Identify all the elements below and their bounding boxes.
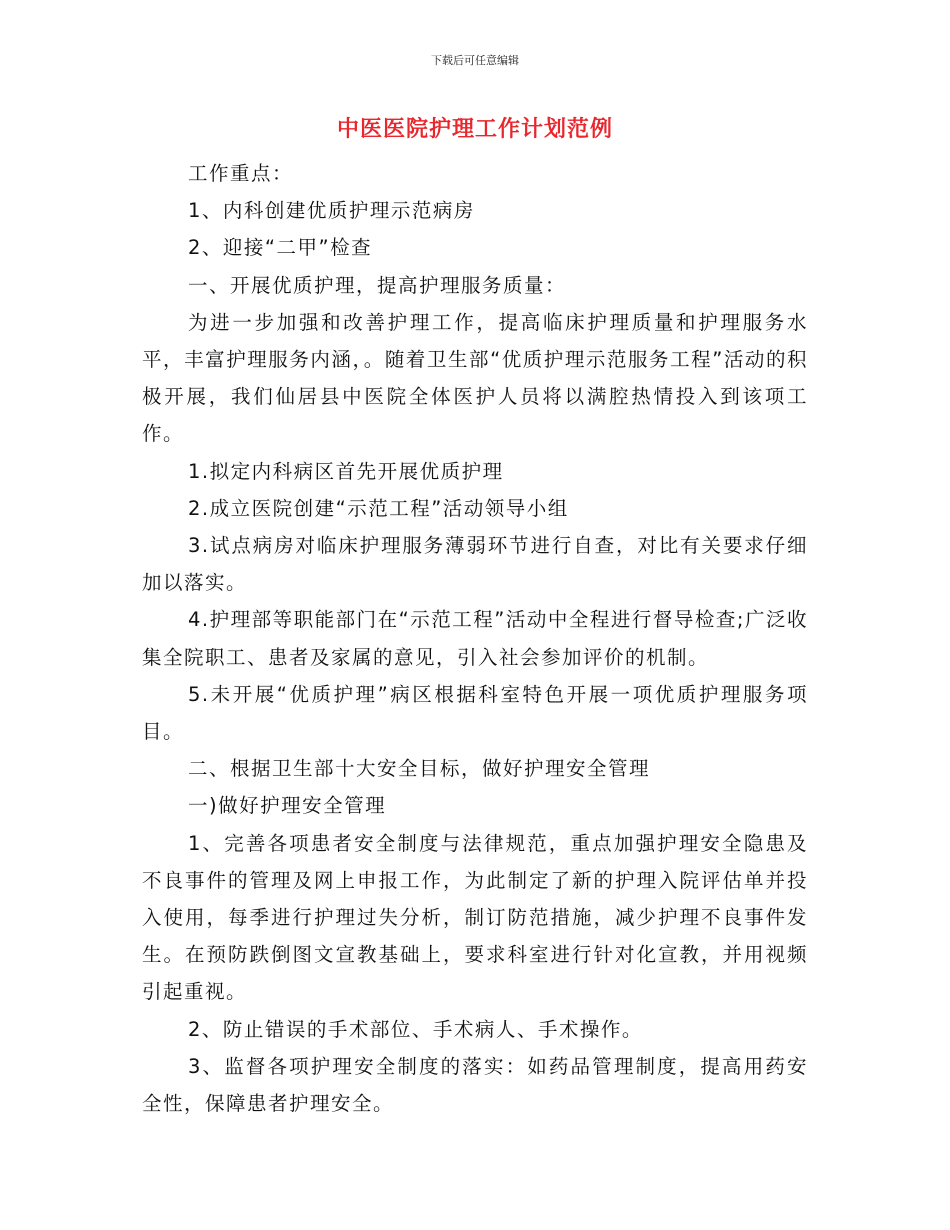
paragraph: 二、根据卫生部十大安全目标，做好护理安全管理 bbox=[188, 757, 651, 781]
paragraph: 5.未开展“优质护理”病区根据科室特色开展一项优质护理服务项目。 bbox=[142, 682, 808, 744]
document-title: 中医医院护理工作计划范例 bbox=[336, 116, 613, 142]
paragraph: 2、迎接“二甲”检查 bbox=[188, 236, 373, 260]
paragraph: 一、开展优质护理，提高护理服务质量： bbox=[188, 273, 567, 297]
paragraph: 1、内科创建优质护理示范病房 bbox=[188, 199, 475, 223]
paragraph: 4.护理部等职能部门在“示范工程”活动中全程进行督导检查;广泛收集全院职工、患者及家属的意见，引入社会参加评价的机制。 bbox=[142, 608, 808, 669]
paragraph: 为进一步加强和改善护理工作，提高临床护理质量和护理服务水平，丰富护理服务内涵，。随着卫生部“优质护理示范服务工程”活动的积极开展，我们仙居县中医院全体医护人员将以满腔热情投入到该项工作。 bbox=[142, 310, 808, 446]
paragraph: 1、完善各项患者安全制度与法律规范，重点加强护理安全隐患及不良事件的管理及网上申报工作，为此制定了新的护理入院评估单并投入使用，每季进行护理过失分析，制订防范措施，减少护理不良事件发生。在预防跌倒图文宣教基础上，要求科室进行针对化宣教，并用视频引起重视。 bbox=[142, 831, 808, 1004]
paragraph: 2、防止错误的手术部位、手术病人、手术操作。 bbox=[188, 1017, 643, 1041]
page-header: 下载后可任意编辑 bbox=[431, 54, 519, 67]
paragraph: 一)做好护理安全管理 bbox=[188, 794, 387, 818]
paragraph: 3、监督各项护理安全制度的落实：如药品管理制度，提高用药安全性，保障患者护理安全。 bbox=[142, 1054, 808, 1116]
document-body bbox=[142, 155, 808, 1122]
paragraph: 3.试点病房对临床护理服务薄弱环节进行自查，对比有关要求仔细加以落实。 bbox=[142, 534, 808, 595]
paragraph: 工作重点： bbox=[188, 162, 294, 185]
paragraph: 1.拟定内科病区首先开展优质护理 bbox=[188, 459, 504, 483]
paragraph: 2.成立医院创建“示范工程”活动领导小组 bbox=[188, 496, 569, 520]
